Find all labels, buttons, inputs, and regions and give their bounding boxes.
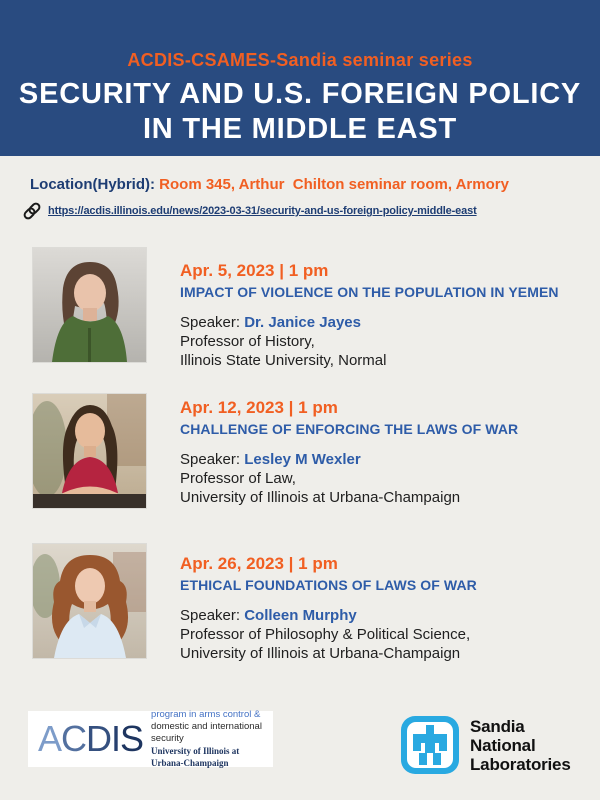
acdis-wordmark [38, 718, 144, 759]
acdis-taglines [151, 709, 273, 769]
session-date: Apr. 5, 2023 | 1 pm [180, 261, 329, 280]
session-title: ETHICAL FOUNDATIONS OF LAWS OF WAR [180, 577, 477, 593]
speaker-affiliation: Illinois State University, Normal [180, 352, 387, 369]
session-title: CHALLENGE OF ENFORCING THE LAWS OF WAR [180, 421, 519, 437]
speaker-name: Colleen Murphy [244, 607, 357, 624]
session-title: IMPACT OF VIOLENCE ON THE POPULATION IN YEMEN [180, 284, 559, 300]
poster-title-line1: SECURITY AND U.S. FOREIGN POLICY [18, 78, 582, 110]
location-label: Location(Hybrid): [30, 176, 155, 193]
acdis-logo [28, 711, 273, 767]
sandia-line3: Laboratories [470, 754, 571, 774]
session-3-text [180, 554, 590, 663]
speaker-role: Professor of Philosophy & Political Science, [180, 626, 471, 643]
speaker-affiliation: University of Illinois at Urbana-Champaign [180, 489, 461, 506]
session-date: Apr. 12, 2023 | 1 pm [180, 398, 338, 417]
sandia-wordmark [470, 717, 571, 774]
speaker-name: Lesley M Wexler [244, 451, 361, 468]
session-2-text [180, 398, 590, 507]
acdis-letter: S [120, 718, 144, 759]
poster-title-line2: IN THE MIDDLE EAST [142, 113, 458, 145]
speaker-affiliation: University of Illinois at Urbana-Champaign [180, 645, 461, 662]
acdis-letter: D [86, 718, 112, 759]
poster-title [0, 77, 600, 147]
acdis-letter: I [111, 718, 121, 759]
acdis-tagline-3: University of Illinois at Urbana-Champaign [151, 746, 240, 768]
speaker-photo-janice-jayes [33, 248, 146, 362]
speaker-line [180, 313, 590, 332]
location-value: Room 345, Arthur Chilton seminar room, Armory [155, 176, 509, 193]
speaker-label: Speaker: [180, 314, 245, 331]
speaker-name: Dr. Janice Jayes [244, 314, 361, 331]
speaker-role: Professor of Law, [180, 470, 296, 487]
location-line [30, 176, 590, 193]
series-label: ACDIS-CSAMES-Sandia seminar series [127, 50, 473, 70]
session-date: Apr. 26, 2023 | 1 pm [180, 554, 338, 573]
event-link[interactable]: https://acdis.illinois.edu/news/2023-03-31/security-and-us-foreign-policy-middle-east [48, 205, 477, 217]
speaker-label: Speaker: [180, 451, 245, 468]
sandia-thunderbird-icon [400, 715, 460, 775]
event-link-row[interactable] [20, 199, 477, 223]
speaker-photo-lesley-wexler [33, 394, 146, 508]
speaker-photo-colleen-murphy [33, 544, 146, 658]
speaker-line [180, 450, 590, 469]
chain-link-icon [20, 199, 44, 223]
speaker-label: Speaker: [180, 607, 245, 624]
acdis-letter: C [61, 718, 87, 759]
acdis-letter: A [38, 718, 62, 759]
session-1-text [180, 261, 590, 370]
sandia-logo [400, 715, 571, 775]
speaker-role: Professor of History, [180, 333, 315, 350]
acdis-tagline-2: domestic and international security [151, 721, 262, 744]
sandia-line2: National [470, 735, 536, 755]
sandia-line1: Sandia [470, 716, 525, 736]
speaker-line [180, 606, 590, 625]
acdis-tagline-1: program in arms control & [151, 709, 261, 720]
header-banner [0, 0, 600, 156]
